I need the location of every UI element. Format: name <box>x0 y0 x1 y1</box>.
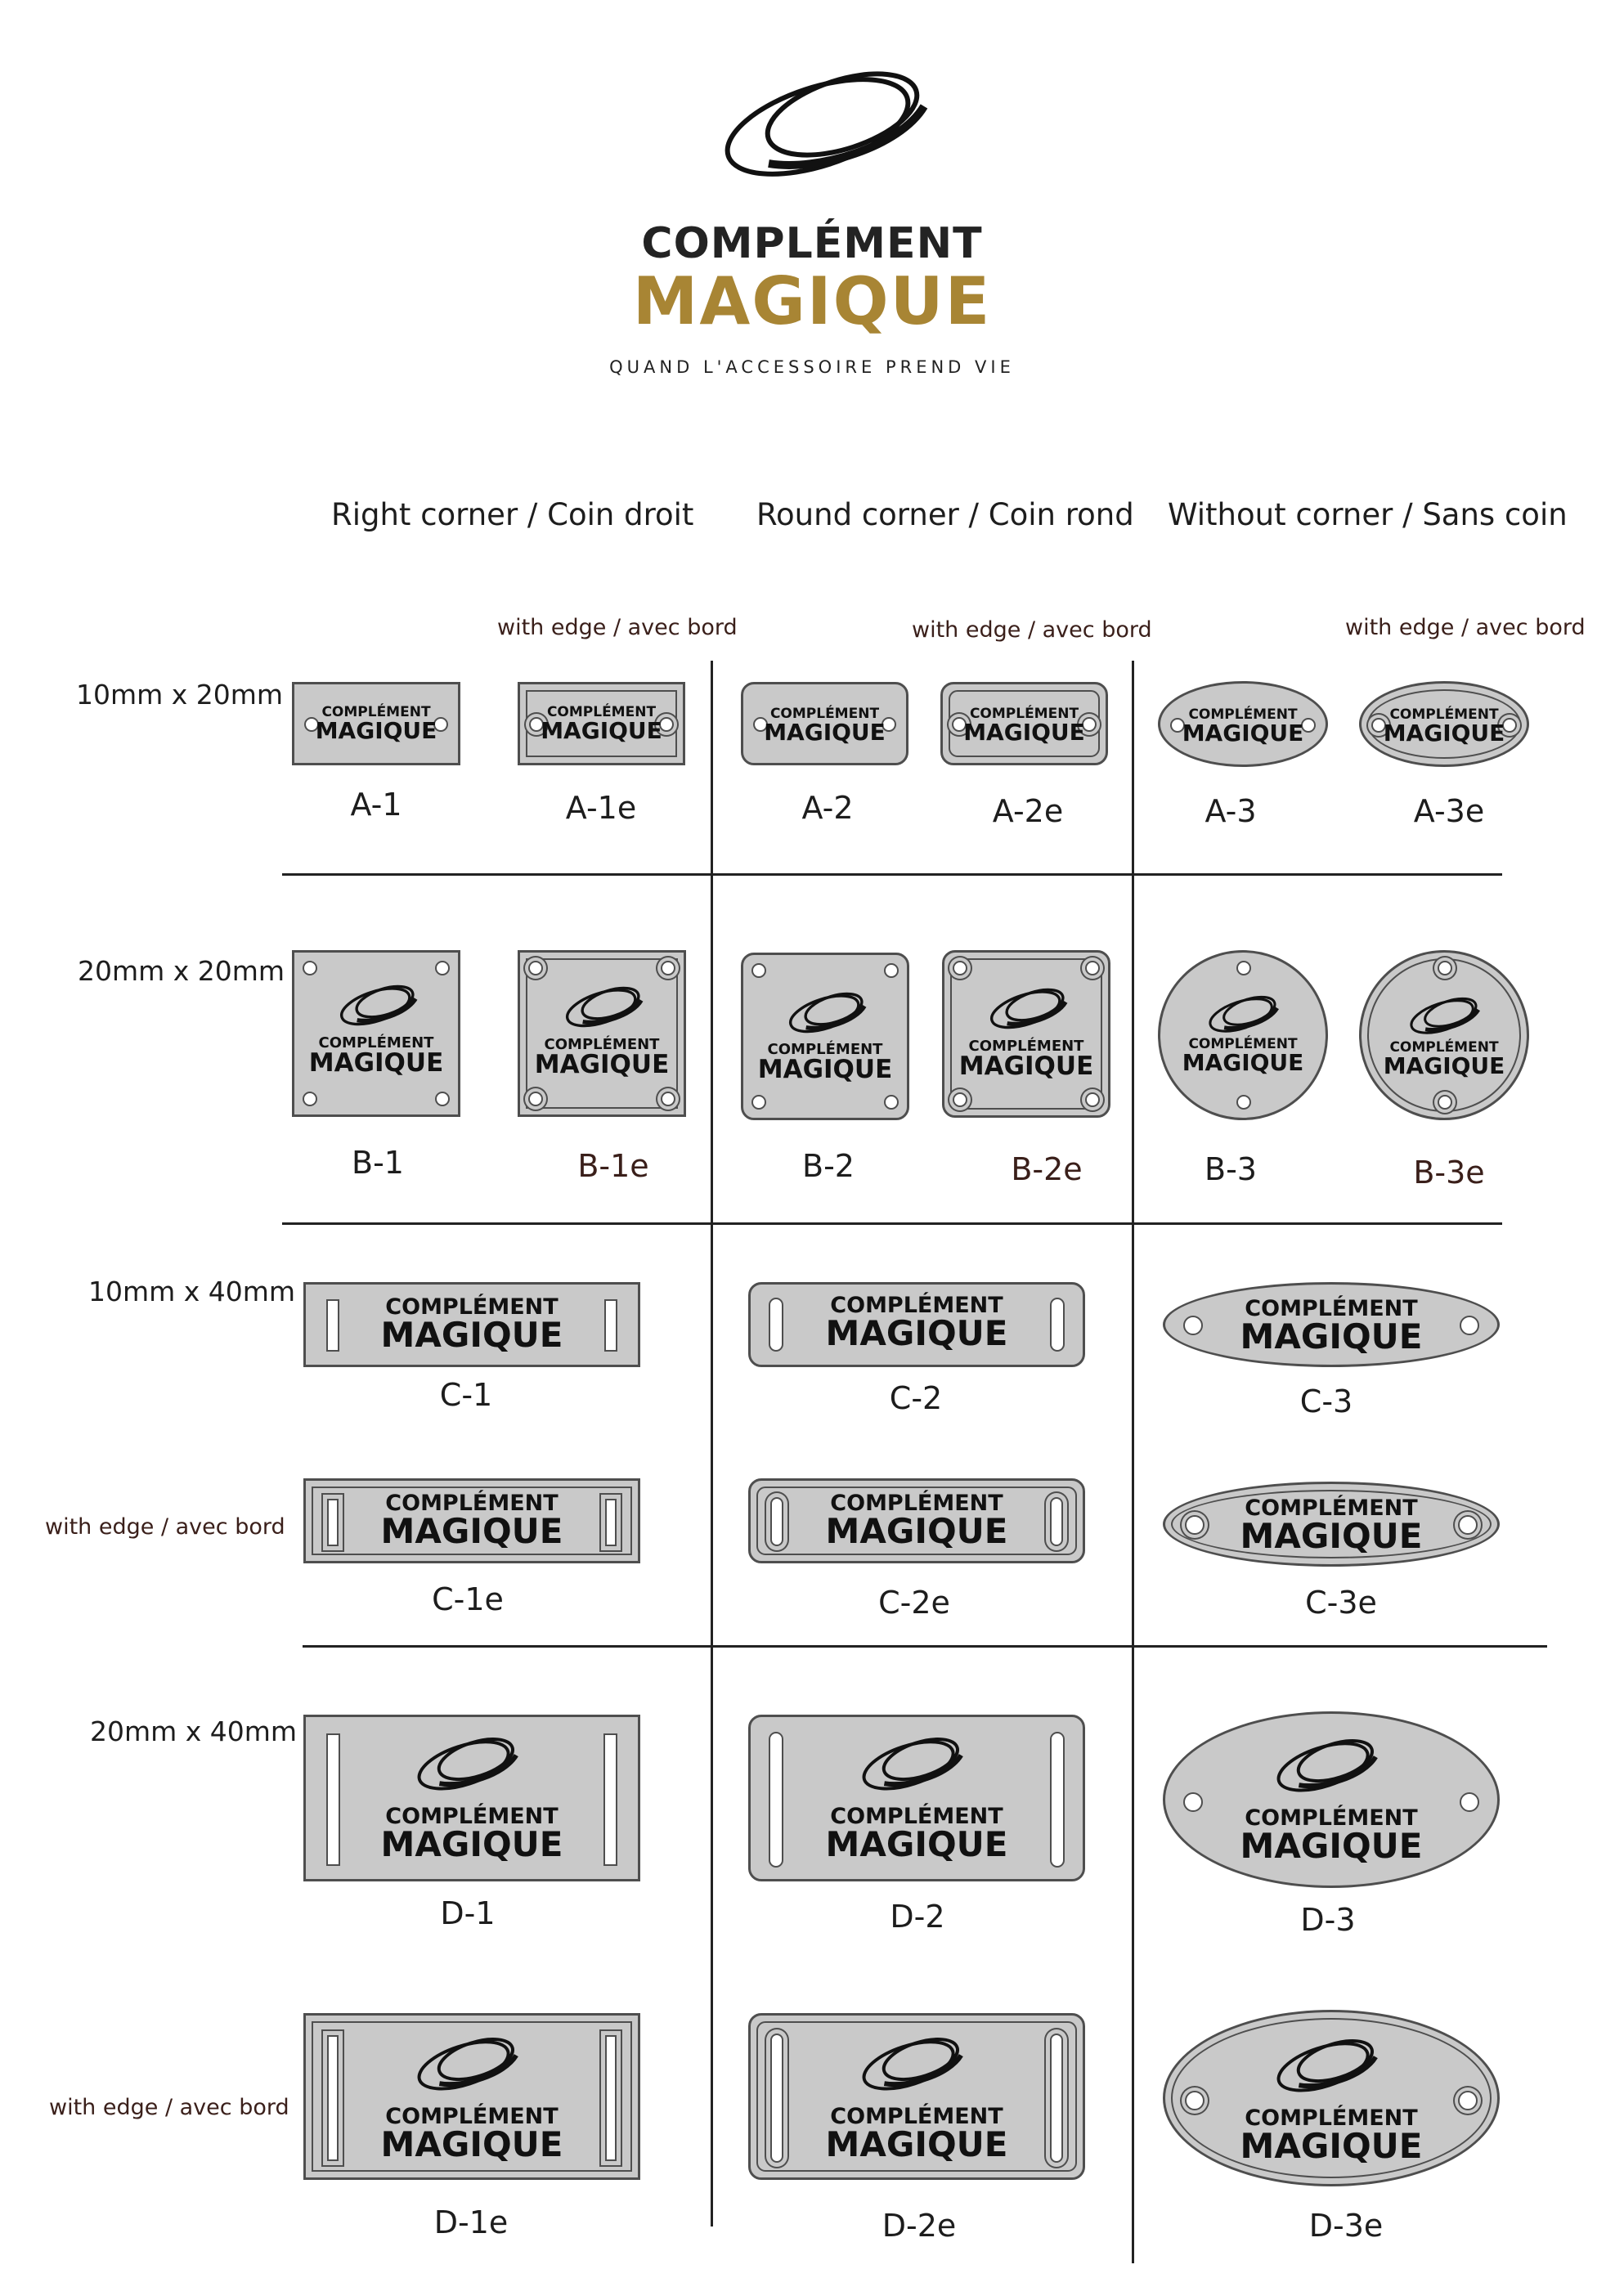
row-divider-c <box>303 1645 1547 1648</box>
hole-icon <box>661 961 675 975</box>
rings-logo-icon <box>338 977 419 1029</box>
plaque-text-line1: COMPLÉMENT <box>767 1041 883 1058</box>
rings-logo-icon <box>1408 990 1482 1038</box>
hole-icon <box>751 963 766 978</box>
edge-note-row-d: with edge / avec bord <box>49 2095 289 2120</box>
plaque-text-line2: MAGIQUE <box>315 717 437 744</box>
plaque-text-line2: MAGIQUE <box>764 719 886 746</box>
plaque-text-line1: COMPLÉMENT <box>1188 706 1298 723</box>
hole-icon <box>1085 961 1100 975</box>
plaque-a3 <box>1158 681 1328 767</box>
edge-note-right: with edge / avec bord <box>497 615 738 640</box>
brand-name-line2: MAGIQUE <box>632 263 992 339</box>
code-b1e: B-1e <box>577 1148 649 1184</box>
plaque-text-line1: COMPLÉMENT <box>830 1804 1003 1829</box>
hole-icon <box>435 1092 450 1106</box>
code-a2: A-2 <box>801 790 854 826</box>
code-c2: C-2 <box>889 1380 943 1416</box>
plaque-text-line1: COMPLÉMENT <box>830 2104 1003 2129</box>
plaque-b2 <box>741 953 909 1120</box>
plaque-text-line2: MAGIQUE <box>825 1511 1008 1551</box>
plaque-b1 <box>292 950 460 1117</box>
edge-note-none: with edge / avec bord <box>1345 615 1586 640</box>
plaque-text-line1: COMPLÉMENT <box>1389 1039 1499 1056</box>
code-b1: B-1 <box>352 1145 404 1181</box>
code-d1e: D-1e <box>433 2204 509 2240</box>
plaque-text-line2: MAGIQUE <box>380 2124 563 2164</box>
code-d2: D-2 <box>890 1899 945 1935</box>
grid-divider-1 <box>711 661 713 2226</box>
hole-icon <box>953 961 967 975</box>
rings-logo-icon <box>1274 1729 1380 1797</box>
row-divider-a <box>282 873 1502 876</box>
code-b2: B-2 <box>802 1148 855 1184</box>
rings-logo-icon <box>859 2027 966 2096</box>
grid-divider-2 <box>1132 661 1134 2263</box>
code-c3: C-3 <box>1299 1383 1353 1419</box>
plaque-c3 <box>1163 1282 1500 1367</box>
code-b3: B-3 <box>1205 1151 1257 1187</box>
plaque-text-line1: COMPLÉMENT <box>1245 1296 1418 1321</box>
plaque-text-line1: COMPLÉMENT <box>385 1804 559 1829</box>
code-c2e: C-2e <box>878 1585 950 1621</box>
hole-icon <box>751 1095 766 1110</box>
plaque-text-line1: COMPLÉMENT <box>385 2104 559 2129</box>
plaque-b3 <box>1158 950 1328 1120</box>
plaque-text-line2: MAGIQUE <box>1182 1049 1304 1076</box>
code-d2e: D-2e <box>882 2208 957 2244</box>
plaque-d3e <box>1163 2010 1500 2186</box>
hole-icon <box>303 961 317 975</box>
hole-icon <box>884 1095 899 1110</box>
code-a3e: A-3e <box>1413 793 1485 829</box>
plaque-text-line2: MAGIQUE <box>534 1050 670 1079</box>
plaque-text-line2: MAGIQUE <box>1240 1826 1423 1866</box>
rings-logo-icon <box>859 1727 966 1796</box>
plaque-text-line2: MAGIQUE <box>1182 720 1304 747</box>
plaque-d2e <box>748 2013 1085 2180</box>
rings-logo-icon <box>415 1727 521 1796</box>
hole-icon <box>528 1092 543 1106</box>
size-label-d: 20mm x 40mm <box>90 1715 298 1747</box>
plaque-c3e <box>1163 1482 1500 1567</box>
code-a1e: A-1e <box>565 790 637 826</box>
plaque-text-line1: COMPLÉMENT <box>318 1034 434 1052</box>
code-c1: C-1 <box>439 1377 493 1413</box>
plaque-text-line2: MAGIQUE <box>1383 1052 1505 1079</box>
plaque-text-line2: MAGIQUE <box>380 1315 563 1355</box>
code-d3: D-3 <box>1300 1902 1356 1938</box>
plaque-text-line2: MAGIQUE <box>380 1511 563 1551</box>
plaque-d3 <box>1163 1711 1500 1888</box>
rings-logo-icon <box>1207 989 1281 1036</box>
hole-icon <box>1085 1092 1100 1107</box>
plaque-d2 <box>748 1715 1085 1881</box>
rings-logo-icon <box>1274 2029 1380 2097</box>
plaque-text-line2: MAGIQUE <box>1240 1316 1423 1357</box>
plaque-text-line1: COMPLÉMENT <box>1188 1036 1298 1052</box>
hole-icon <box>1236 961 1251 975</box>
plaque-b1e <box>518 950 686 1117</box>
plaque-text-line1: COMPLÉMENT <box>385 1491 559 1516</box>
plaque-text-line1: COMPLÉMENT <box>769 706 880 722</box>
brand-name-line1: COMPLÉMENT <box>641 219 983 268</box>
hole-icon <box>435 961 450 975</box>
plaque-a1e <box>518 682 685 765</box>
plaque-text-line1: COMPLÉMENT <box>1389 706 1499 723</box>
plaque-d1e <box>303 2013 640 2180</box>
plaque-text-line2: MAGIQUE <box>825 1824 1008 1864</box>
hole-icon <box>1236 1095 1251 1110</box>
plaque-b2e <box>942 950 1110 1118</box>
plaque-text-line1: COMPLÉMENT <box>544 1036 660 1053</box>
plaque-a2e <box>940 682 1108 765</box>
hole-icon <box>1438 1095 1452 1110</box>
edge-note-row-c: with edge / avec bord <box>45 1514 285 1540</box>
plaque-c1e <box>303 1478 640 1563</box>
hole-icon <box>303 1092 317 1106</box>
rings-logo-icon <box>988 980 1070 1033</box>
size-label-c: 10mm x 40mm <box>88 1276 296 1307</box>
plaque-a2 <box>741 682 908 765</box>
code-b2e: B-2e <box>1011 1151 1083 1187</box>
hole-icon <box>661 1092 675 1106</box>
row-divider-b <box>282 1222 1502 1225</box>
code-b3e: B-3e <box>1413 1155 1485 1191</box>
column-heading-without-corner: Without corner / Sans coin <box>1168 497 1568 532</box>
edge-note-round: with edge / avec bord <box>912 617 1152 643</box>
size-label-a: 10mm x 20mm <box>76 679 284 711</box>
plaque-text-line1: COMPLÉMENT <box>968 1038 1084 1055</box>
plaque-text-line2: MAGIQUE <box>757 1055 893 1084</box>
size-label-b: 20mm x 20mm <box>78 955 285 987</box>
code-a2e: A-2e <box>992 793 1064 829</box>
code-a3: A-3 <box>1205 793 1257 829</box>
plaque-text-line1: COMPLÉMENT <box>1245 1496 1418 1521</box>
plaque-text-line2: MAGIQUE <box>963 719 1085 746</box>
plaque-text-line1: COMPLÉMENT <box>830 1293 1003 1318</box>
rings-logo-icon <box>563 979 645 1031</box>
rings-logo-icon <box>415 2027 521 2096</box>
plaque-text-line2: MAGIQUE <box>825 2124 1008 2164</box>
plaque-c1 <box>303 1282 640 1367</box>
code-d1: D-1 <box>440 1895 496 1931</box>
plaque-c2e <box>748 1478 1085 1563</box>
plaque-text-line1: COMPLÉMENT <box>1245 2105 1418 2131</box>
hole-icon <box>953 1092 967 1107</box>
column-heading-right-corner: Right corner / Coin droit <box>331 497 694 532</box>
column-heading-round-corner: Round corner / Coin rond <box>756 497 1134 532</box>
plaque-text-line1: COMPLÉMENT <box>385 1294 559 1320</box>
code-a1: A-1 <box>350 787 402 823</box>
plaque-text-line2: MAGIQUE <box>1240 2126 1423 2166</box>
plaque-text-line2: MAGIQUE <box>1240 1516 1423 1556</box>
plaque-c2 <box>748 1282 1085 1367</box>
rings-logo-icon <box>787 984 868 1037</box>
plaque-a3e <box>1359 681 1529 767</box>
plaque-text-line1: COMPLÉMENT <box>1245 1805 1418 1831</box>
plaque-text-line1: COMPLÉMENT <box>321 704 431 720</box>
code-c3e: C-3e <box>1305 1585 1377 1621</box>
brand-tagline: QUAND L'ACCESSOIRE PREND VIE <box>609 357 1015 377</box>
code-d3e: D-3e <box>1308 2208 1384 2244</box>
plaque-text-line2: MAGIQUE <box>825 1313 1008 1353</box>
plaque-b3e <box>1359 950 1529 1120</box>
plaque-text-line2: MAGIQUE <box>541 717 662 744</box>
plaque-text-line1: COMPLÉMENT <box>969 706 1079 722</box>
plaque-text-line2: MAGIQUE <box>1383 720 1505 747</box>
hole-icon <box>1438 961 1452 975</box>
plaque-a1 <box>292 682 460 765</box>
hole-icon <box>528 961 543 975</box>
plaque-text-line1: COMPLÉMENT <box>546 704 657 720</box>
plaque-text-line2: MAGIQUE <box>958 1052 1094 1081</box>
plaque-text-line2: MAGIQUE <box>380 1824 563 1864</box>
logo-rings-icon <box>720 49 932 188</box>
hole-icon <box>884 963 899 978</box>
plaque-text-line1: COMPLÉMENT <box>830 1491 1003 1516</box>
plaque-text-line2: MAGIQUE <box>308 1048 444 1078</box>
plaque-d1 <box>303 1715 640 1881</box>
code-c1e: C-1e <box>432 1581 504 1617</box>
